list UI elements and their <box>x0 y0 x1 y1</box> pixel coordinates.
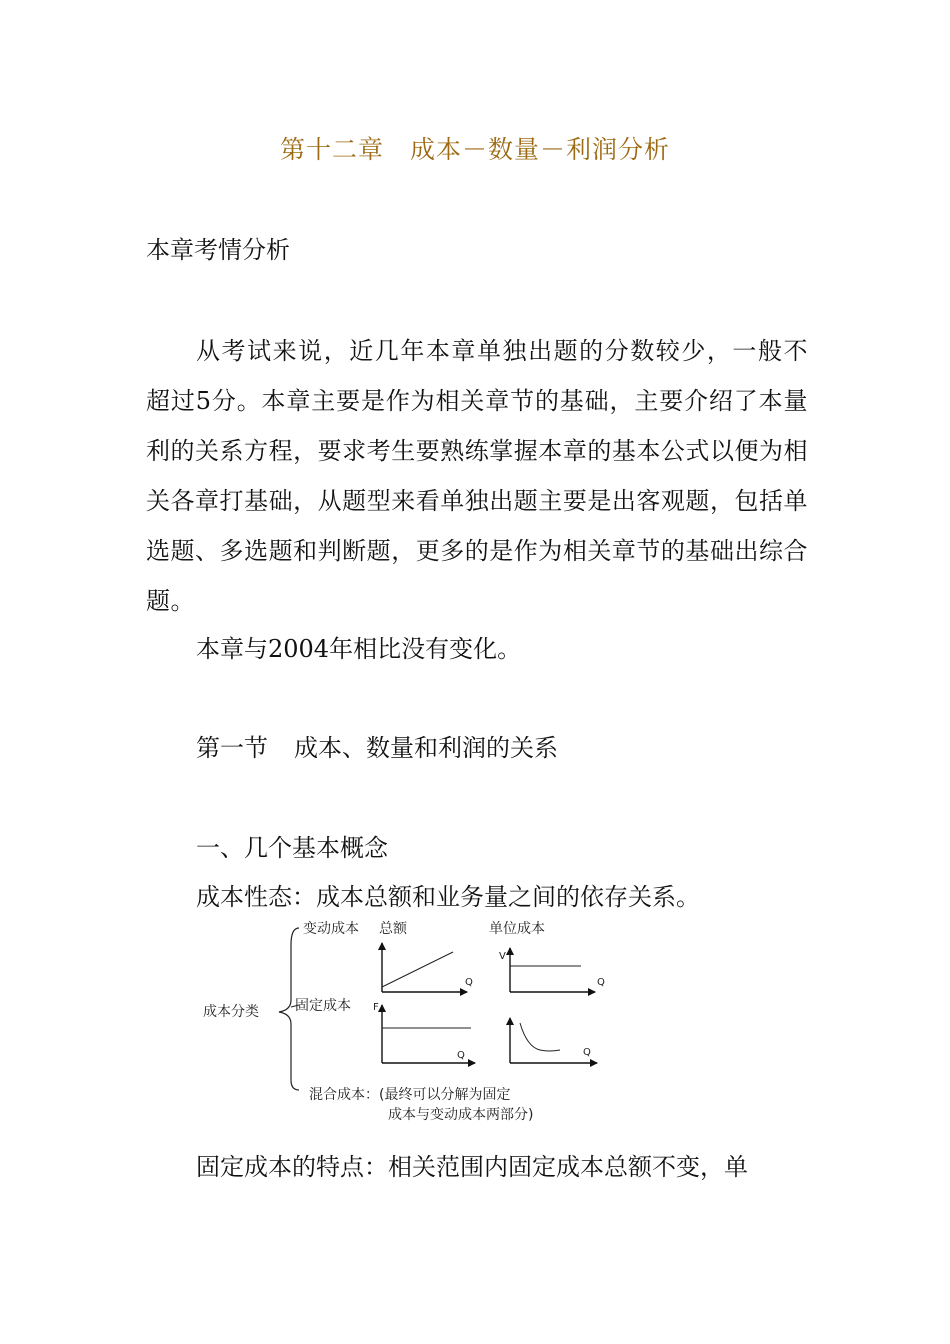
exam-analysis-paragraph: 从考试来说，近几年本章单独出题的分数较少，一般不超过5分。本章主要是作为相关章节的基础，主要介绍了本量利的关系方程，要求考生要熟练掌握本章的基本公式以便为相关各章打基础，从题型来看单独出题主要是出客观题，包括单选题、多选题和判断题，更多的是作为相关章节的基础出综合题。 <box>146 337 808 615</box>
cost-classification-diagram <box>195 915 625 1130</box>
f-label: F <box>373 1002 379 1013</box>
cost-behavior-definition: 成本性态：成本总额和业务量之间的依存关系。 <box>196 883 700 911</box>
chapter-number: 第十二章 <box>279 135 384 164</box>
subsection-title: 一、几个基本概念 <box>196 834 388 862</box>
q-axis-label: Q <box>583 1047 591 1058</box>
q-axis-label: Q <box>597 977 605 988</box>
cost-classification-svg <box>195 915 625 1130</box>
mixed-cost-line2: 成本与变动成本两部分) <box>388 1107 534 1123</box>
variable-unit-graph <box>499 948 605 992</box>
mixed-cost-line1: 混合成本：(最终可以分解为固定 <box>309 1087 511 1103</box>
section-title <box>196 731 558 765</box>
variable-cost-label: 变动成本 <box>303 921 359 937</box>
unit-fixed-curve <box>520 1023 560 1051</box>
section-number: 第一节 <box>196 734 268 762</box>
variable-total-graph <box>382 943 473 992</box>
fixed-unit-graph <box>510 1018 597 1063</box>
v-label: V <box>499 951 506 962</box>
exam-analysis-heading: 本章考情分析 <box>146 236 290 264</box>
section-name: 成本、数量和利润的关系 <box>294 734 558 762</box>
chapter-title <box>0 132 950 168</box>
change-note: 本章与2004年相比没有变化。 <box>196 635 522 663</box>
variable-total-line <box>382 952 453 987</box>
root-label: 成本分类 <box>203 1004 259 1020</box>
total-label: 总额 <box>379 921 407 937</box>
q-axis-label: Q <box>457 1050 465 1061</box>
fixed-cost-feature: 固定成本的特点：相关范围内固定成本总额不变，单 <box>196 1153 748 1181</box>
unit-cost-label: 单位成本 <box>489 921 545 937</box>
chapter-name: 成本－数量－利润分析 <box>410 135 671 164</box>
fixed-total-graph <box>373 1002 475 1063</box>
q-axis-label: Q <box>465 977 473 988</box>
fixed-cost-label: 固定成本 <box>295 998 351 1014</box>
